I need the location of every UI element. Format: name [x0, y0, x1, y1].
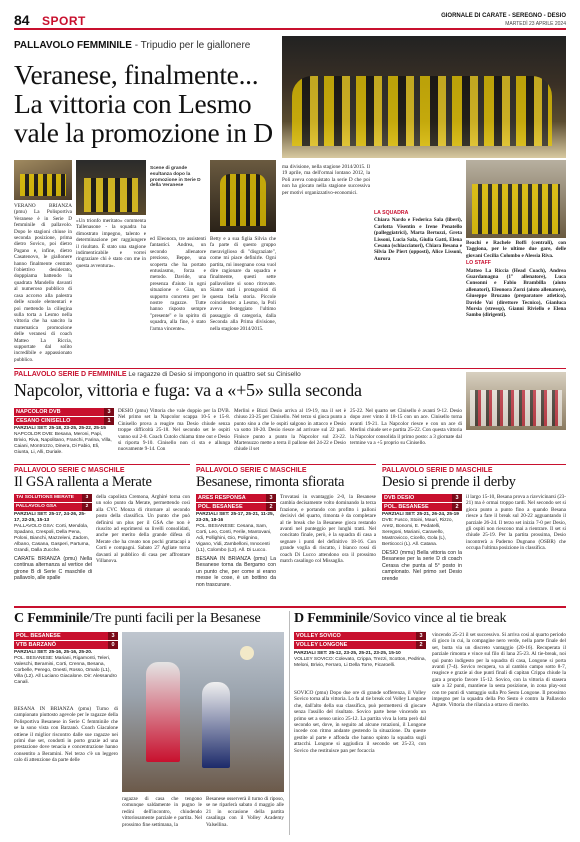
desio-team-photo: [466, 372, 566, 430]
team-name: NAPCOLOR DVB: [16, 409, 61, 415]
team-name: POL. BESANESE: [198, 504, 243, 510]
lineup: NAPCOLOR DVB: Besana, Meroni, Papi, Brivio, Riva, Napolitano, Franchi, Farina, Villa, Caiani, Montrozzo, Dinera, Di Fabio, Eli, Giunta, Li, Alli, Duriale.: [14, 432, 112, 455]
desio-m-col2-text: il largo 15-10, Besana prova a riavvicinarsi (23-21) ma è ormai troppo tardi. Nel secondo set si gioca punto a punto fino a quando Besana riesce a fare il break sul 20-22 agguantando il parziale 26-24. Il terzo set inizia 7-0 per Desio, gli ospiti non riescono mai a rientrare. Il set si chiude 25-19. Per la partita prossima, Desio incontrerà a Paderno Dugnano (OSBR) che occupa l'ultima posizione in classifica.: [466, 494, 566, 552]
desio-m-headline: Desio si prende il derby: [382, 474, 516, 490]
desio-f-scorebox: [14, 408, 114, 456]
team-name: VTB BARZANÒ: [16, 642, 57, 648]
lineup: DVB: Fusco, Stoini, Mauri, Rizzo, Aretz, Bonomi, E. Pedatelli, Seregoni, Mariani, Caravello, Mastrovicco, Cicello, Gola (L), Berticocci (L). All. Catana.: [382, 518, 453, 547]
team-name: TAI SOLUTIONS MERATE: [16, 495, 74, 500]
cfem-col1: [14, 706, 118, 834]
team-name: CESANO CINISELLO: [16, 418, 71, 424]
lead-column-3: [150, 236, 206, 363]
lead-kicker-main: PALLAVOLO FEMMINILE: [14, 40, 132, 51]
players-photo: [76, 160, 146, 215]
team-score: 2: [82, 503, 92, 511]
gsa-scorebox: [14, 494, 92, 590]
desio-f-col1: [118, 408, 230, 460]
desio-f-headline: Napcolor, vittoria e fuga: va a «+5» sulla seconda: [14, 380, 362, 400]
team-name: DVB DESIO: [384, 495, 415, 501]
lineup: POL. BESANESE: Cesana, Sam, Corti, Leo, Conti, Ferile, Mantovani, Adi, Pollighini, Gio, Polignino, Vigano, Vidi, Zambelloni, Innocenti (L1), Colombo (L2). All. Di Lucco.: [196, 524, 272, 553]
photo-caption: Scene di grande esultanza dopo la promozione in Serie D della Veranese: [150, 166, 201, 189]
team-score: 2: [416, 641, 426, 649]
desio-f-col3: [350, 408, 462, 460]
besanese-col1: [196, 556, 276, 586]
score-row: [14, 408, 114, 416]
besanese-kicker: PALLAVOLO SERIE C MASCHILE: [196, 464, 376, 474]
desio-m-col1-text: DESIO (mmu) Bella vittoria con la Besanese per la serie D di coach Cerasa che punta al 5° posto in campionato. Nel primo set Desio prende: [382, 550, 462, 580]
besanese-headline: Besanese, rimonta sfiorata: [196, 474, 345, 490]
lead-column-2: [76, 218, 146, 363]
gsa-headline: Il GSA rallenta a Merate: [14, 474, 152, 490]
besanese-col2-text: Trovatasi in svantaggio 2-0, la Besanese cambia decisamente volto dominando la terza frazione, e portando con profitto i palloni decisivi del quarto, rimonta è da completare al tie break che la Besanese gioca restando avanti nel punteggio per lunghi tratti. Nel concitato finale, però, è la squadra di casa a segnare i punti del definitivo 18-16. Con grande voglia di riscatto, i bianco rossi di coach Di Lucco attendono ora il prossimo match casalingo col Missaglia.: [280, 494, 376, 565]
partials: PARZIALI SET: 25-17, 24-26, 25-17, 22-25, 15-13: [14, 512, 86, 523]
desio-f-col3-text: 25-22. Nel quarto set Cinisello è avanti 9-12. Desio dopo aver vinto il 18-15 con un ace. Cinisello torna avanti 19-21. La Napcolor riesce e con un ace di Merlini chiude set e partita 25-22. Con questa vittoria la Napcolor consolida il primo posto: a 3 giornate dal termine va a +5 proprio su Cinisello.: [350, 408, 462, 447]
team-name: PALLAVOLO GSA: [16, 504, 57, 509]
cfem-action-photo: [122, 632, 284, 792]
lead-col1-text: VERANO BRIANZA (pmu) La Polisportiva Veranese è in Serie D femminile di pallavolo. Dopo le stagioni chiuse in seconda posizione, prima dietro Sovico, poi dietro Pagano e, infine, dietro Casatenovo, le giallonere hanno finalmente centrato l'obiettivo desiderato, dopppiama battendo la quadrata Mandello davanti al numeroso pubblico di casa accorso alla palestra delle scuole elementari e poi mettendo la ciliegina sulla torta a Lesmo nella vittoria che ha sancito la matematica promozione delle veranesi di coach Matteo La Riccia, supportate dal solito incredibile e appassionato pubblico.: [14, 203, 72, 363]
desio-m-col1: [382, 550, 462, 580]
page-header: [14, 12, 566, 30]
staff-label: LO STAFF: [466, 260, 491, 267]
desio-f-kicker-sub: Le ragazze di Desio si impongono in quattro set su Cinisello: [126, 371, 301, 378]
team-score: 1: [104, 417, 114, 425]
partials: PARZIALI SET: 25-17, 25-21, 11-25, 23-25, 18-16: [196, 512, 275, 523]
section-divider: [14, 606, 566, 608]
score-row: [14, 641, 118, 649]
lead-col3-text: ed Eleonora, tre assistenti fantastici. Andrea, un secondo allenatore prezioso, Beppe, una scoperta che ha portato entusiasmo, forza e metodo. Davide, una presenza d'aiuto in ogni situazione e Gian, un supporto concreto per le nostre ragazze. Tutte hanno risposto sempre "presente" e lo spirito di squadra, alla fine, è stato l'arma vincente».: [150, 236, 206, 332]
cfem-col1-text: BESANA IN BRIANZA (pmu) Turno di campionato piuttosto agevole per le ragazze della Polisportiva Besanese in Serie C femminile che se la sono vista con Barzanò. Coach Giacalone ottiene il miglior riscontro dalle sue ragazze nei primi due set, condotti in porto grazie ad una prestazione dove tenacia e concentrazione hanno consentito a Beramini. Nel terzo c'è un leggero calo di attenzione da parte delle: [14, 706, 118, 764]
gsa-col2-text: della capolista Cremona, Arghiré torna con un solo punto da Merate, permettendo così alla CVC Monza di ritornare al secondo posto della classifica. Un punto che può definirsi un plus per il GSA che non è riuscito ad esprimersi su livelli consolidati, anche per merito della grande difesa di Merate che ha creato non pochi grattacapi a Corti e compagni. Sabato 27 Agliate torna davanti al pubblico di casa per affrontare Villanova.: [96, 494, 190, 565]
cfem-kicker: C Femminile: [14, 611, 90, 626]
gsa-col1-text: CARATE BRIANZA (pmu) Nella continua alternanza al vertice del girone B di Serie C maschile di pallavolo, alle spalle: [14, 556, 92, 582]
dfem-kicker: D Femminile: [294, 611, 370, 626]
partials: PARZIALI SET: 25-21, 26-24, 25-19: [382, 512, 459, 517]
desio-f-kicker-main: PALLAVOLO SERIE D FEMMINILE: [14, 371, 127, 378]
team-list: Chiara Nardo e Federica Sala (liberi), Carlotta Visentin e Irene Penatello (palleggiatrici), Marta Bertozzi, Greta Lissoni, Lucia Sala, Giulia Gatti, Elena Cesana (schiacciatori), Chiara Besana e Silvia De Piert (opposti), Alice Lissoni, Aurora: [374, 217, 462, 262]
group-photo: [466, 160, 566, 238]
desio-m-col2: [466, 494, 566, 600]
lead-column-6: [374, 164, 462, 363]
dfem-headline: [294, 611, 566, 627]
dfem-col2-text: vincendo 25-21 il set successivo. Si arriva così al quarto periodo di gioco in cui, la compagine nero verde, nella parte finale del set, butta via un discreto vantaggio (20-16). Recuperata il parziale rimonta e vince sul filo di lana 25-23. Al tie-break, noi qui punto indigesto per la squadra di casa, Longone si porta avanti (7-4). Sovico recupera, va al cambio campo sotto 8-7, reagisce e grazie ai due punti finali di capitan Crippa chiude la gara a proprio favore 15-12. Sovico, con la vittoria di stasera sale a 32 punti, mantiene la sesta posizione, in zona play-out con tre punti di vantaggio sulla Pro Sesto Longone. Il prossimo impegno per la squadra della Pro Sesto è contro la Pallavolo Agrate. Vittoria che rilancia a ottavo di merito.: [432, 632, 566, 709]
score-row: [14, 503, 92, 511]
dfem-scorebox: [294, 632, 426, 669]
issue-date: MARTEDÌ 23 APRILE 2024: [505, 21, 566, 27]
lead-col5-text: ma divisione, nella stagione 2014/2015. Il 19 aprile, ma dell'ormai lontano 2012, la Poli aveva conquistato la serie D che poi non ha giocato nella stagione successiva per motivi organizzativo-economici.: [282, 164, 370, 196]
team-score: 2: [266, 503, 276, 511]
score-row: [382, 503, 462, 511]
staff-list: Matteo La Riccia (Head Coach), Andrea Guardamagna (1° allenatore), Luca Consonni e Fabio Brambilla (aiuto allenatori), Eleonora Zorzi (aiuto allenatore), Giuseppe Brucano (preparatore atletico), Davide Vai (direttore Tecnico), Gianluca Morsia (stressp), Gianni Riviello e Elena Sambo (dirigenti).: [466, 267, 566, 319]
partials: PARZIALI SET: 25-16, 25-16, 25-20.: [14, 650, 93, 655]
score-row: [14, 494, 92, 502]
score-row: [196, 494, 276, 502]
score-row: [196, 503, 276, 511]
celebration-photo: [282, 36, 566, 158]
lead-kicker: [14, 40, 250, 51]
besanese-col1-text: BESANA IN BRIANZA (pmu) La Besanese torna da Bergamo con un punto che, per come si erano messe le cose, è un bottino da non trascurare.: [196, 556, 276, 586]
newspaper-name: GIORNALE DI CARATE - SEREGNO - DESIO: [441, 13, 566, 19]
lead-col4-text: Betty e a sua figlia Silvia che fa parte di questo gruppo meraviglioso di "disgraziate", come mi piace definirle. Ogni partita, mi insegnano cosa vuol dire ragionare da squadra e finalmente, questi sette pallavoliste si sono ritrovate. Siamo stati i protagonisti di questa bella storia. Piccole coincidenze: a Lesmo, la Poli aveva festeggiato l'ultimo passaggio di categoria, dalla Seconda alla Prima divisione, nella stagione 2014/2015.: [210, 236, 276, 332]
team-score: 3: [452, 494, 462, 502]
trophy-photo: [210, 160, 276, 232]
page-number: 84: [14, 12, 30, 28]
column-divider: [289, 611, 290, 835]
lineup: PALLAVOLO GSA: Corti, Mendola, Spadano, Crespoli, Della Pena, Poloni, Bianchi, Mazzeleni, Zadom, Albano, Casana, Gasperi, Partuma, Grandi, Dalla Zucche.: [14, 524, 90, 553]
team-photo-small: [14, 160, 72, 200]
cfem-col2: [122, 796, 202, 834]
desio-m-kicker: PALLAVOLO SERIE D MASCHILE: [382, 464, 566, 474]
cfem-headline: [14, 611, 284, 627]
cfem-kicker-sub: /Tre punti facili per la Besanese: [89, 611, 261, 626]
team-list-cont: Beachi e Rachele Boffi (centrali), con Taggiona, per le ultime due gare, delle giovani Cecilia Colombo e Alessia Riva.: [466, 240, 566, 259]
cfem-col2-text: ragazze di casa che tengono comunque saldamente in pugno le redini dell'incontro, chiudendo vittoriosamente parziale e partita. Nel prossimo fine settimana, la: [122, 796, 202, 828]
lineup: VOLLEY SOVICO: Colevato, Crippa, Trezzi, Scotton, Pedrina, Meloni, Brivio, Ferraro, Li Della Torre, Ficaroelli.: [294, 657, 426, 668]
team-name: ARES RESPONSA: [198, 495, 246, 501]
partials: PARZIALI SET: 25-18, 23-25, 25-22, 25-15: [14, 426, 106, 431]
team-score: 3: [108, 632, 118, 640]
lead-column-7: [466, 240, 566, 363]
cfem-scorebox: [14, 632, 118, 686]
score-row: [294, 641, 426, 649]
partials: PARZIALI SET: 25-12, 23-25, 25-21, 23-25, 15-10: [294, 651, 401, 656]
desio-f-col2-text: Merlini e Bizzi Desio arriva al 19-19, ma il set è chiuso 23-25 per Cinisello. Nel terzo si gioca punto a punto sino a che le ospiti salgono in attacco e Desio va sotto 18-20. Desio riesce ad arrivare sul 22 pari. Finisce punto a punto la Napcolor sul 23-22. Martenuzzo mette a terra il pallone del 24-22 e Desio chiude il set: [234, 408, 346, 453]
besanese-scorebox: [196, 494, 276, 586]
team-name: VOLLEY SOVICO: [296, 633, 341, 639]
team-score: 3: [82, 494, 92, 502]
lead-column-5: [282, 164, 370, 363]
team-label: LA SQUADRA: [374, 210, 409, 216]
score-row: [14, 417, 114, 425]
gsa-kicker: PALLAVOLO SERIE C MASCHILE: [14, 464, 190, 474]
score-row: [294, 632, 426, 640]
team-score: 3: [266, 494, 276, 502]
team-name: VOLLEY LONGONE: [296, 642, 348, 648]
section-name: SPORT: [42, 14, 86, 28]
score-row: [14, 632, 118, 640]
team-name: POL. BESANESE: [384, 504, 429, 510]
cfem-col3: [206, 796, 284, 834]
desio-m-scorebox: [382, 494, 462, 580]
lead-column-4: [210, 236, 276, 363]
cfem-col3-text: Besanese osserverà il turno di riposo, se ne riparlerà sabato 4 maggio alle 21 in occasione della partita casalinga con il Volley Academy Valsellina.: [206, 796, 284, 828]
team-score: 3: [416, 632, 426, 640]
dfem-col1-text: SOVICO (pmu) Dopo due ore di grande sofferenza, il Volley Sovico torna alla vittoria. Lo fa al tie break col Volley Longone che, dall'alto della sua classifica, può permettersi di giocare senza l'assillo del risultato. Sovico parte bene vincendo un primo set a senso unico 25-12. La partita viva la lotta però dal secondo set, dove, in seguito ad alcune rotazioni, il Longone incede con ritmo andante gestendo la situazione. Da queste gestite al parte e affonda che hanno spinto la squadra sugli attacchi. Longone si aggiudica il secondo set 25-23, con Sovico che restituisce pan per focaccia: [294, 690, 426, 754]
desio-f-col2: [234, 408, 346, 460]
score-row: [382, 494, 462, 502]
lead-col2-text: «Un trionfo meritato» commenta Tallenasone - la squadra ha dimostrato impegno, talento e determinazione per raggiungere il risultato. È stato una stagione indimenticabile e vorrei ringraziare chi è stato con me in questa avventura».: [76, 218, 146, 269]
dfem-kicker-sub: /Sovico vince al tie break: [369, 611, 507, 626]
lead-kicker-sub: - Tripudio per le giallonere: [131, 40, 251, 51]
team-score: 0: [108, 641, 118, 649]
lead-column-1: [14, 203, 72, 363]
dfem-col2: [432, 632, 566, 834]
desio-f-col1-text: DESIO (pmu) Vittoria che vale doppio per la DVB. Nel primo set la Napcolor scappa 10-5 e 15-8. Cinisello prova a reagire ma Desio chiude senza troppe difficoltà 25-18. Nel secondo set le ospiti vanno sul 2-8. Coach Cutolo chiama time out e Desio si riporta 9-10. Cinisello non ci sta e allunga nuovamente 9-14. Con: [118, 408, 230, 453]
besanese-col2: [280, 494, 376, 600]
team-score: 3: [104, 408, 114, 416]
lineup: POL. BESANESE: Mariani, Rigamonti, Teleri, Valeschi, Beramini, Corti, Crenna, Besana, Corbelle, Perego, Onesti, Rosso, Omalo (L1), Villa (L2). All Luciano Giacalone. Dir: Alessandro Canali.: [14, 656, 117, 685]
team-score: 2: [452, 503, 462, 511]
gsa-col1: [14, 556, 92, 590]
gsa-col2: [96, 494, 190, 600]
dfem-col1: [294, 690, 426, 834]
team-name: POL. BESANESE: [16, 633, 61, 639]
lead-headline: Veranese, finalmente... La vittoria con Lesmo vale la promozione in D: [14, 59, 273, 148]
